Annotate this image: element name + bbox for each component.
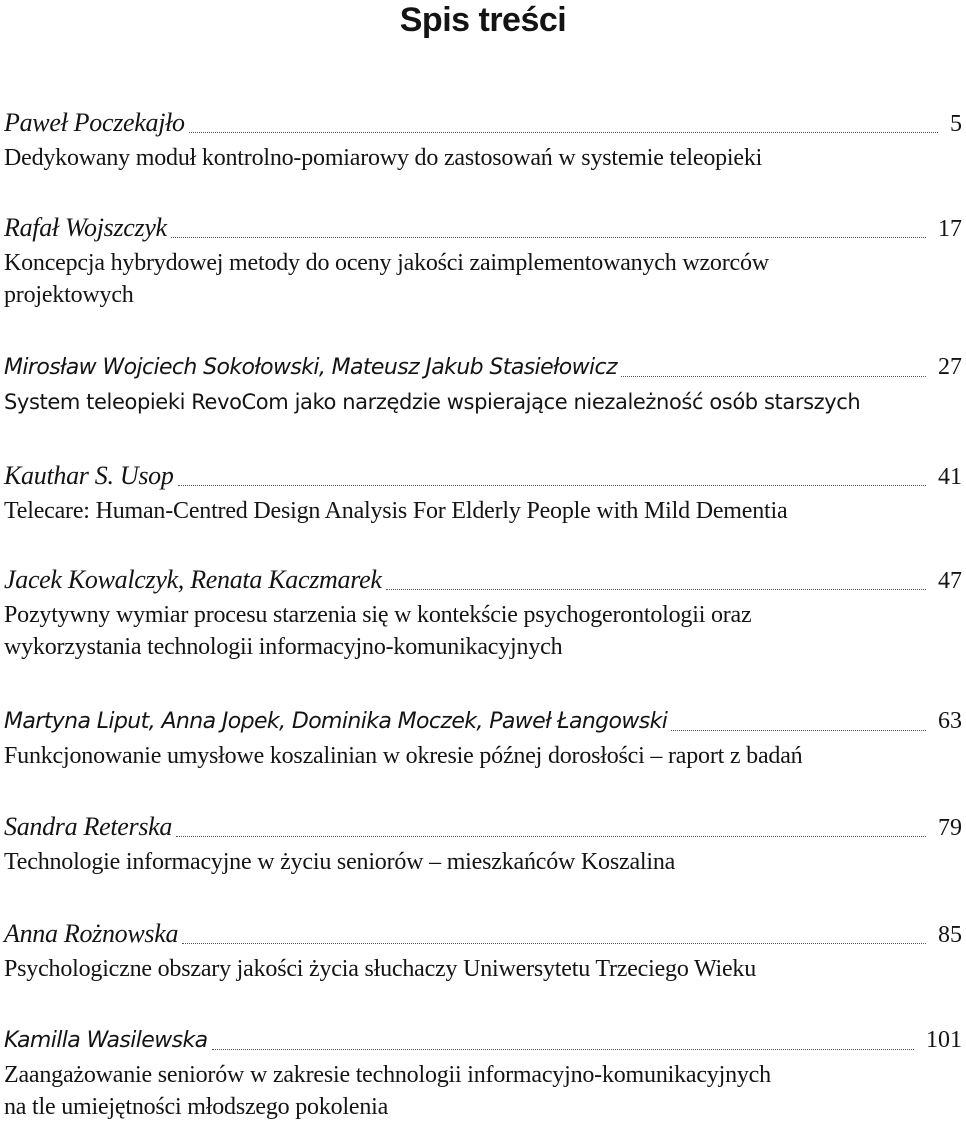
toc-entry [4,106,962,174]
toc-author: Kamilla Wasilewska [4,1028,208,1053]
toc-page-number: 27 [938,354,962,380]
toc-author: Martyna Liput, Anna Jopek, Dominika Moczek, Paweł Łangowski [4,709,668,734]
toc-author: Jacek Kowalczyk, Renata Kaczmarek [4,565,382,594]
toc-work-title [4,495,962,527]
page-title: Spis treści [399,1,567,39]
toc-work-title [4,953,962,985]
toc-work-title [4,740,962,772]
dot-leader [621,375,926,377]
toc-work-title-line: Zaangażowanie seniorów w zakresie technologii informacyjno-komunikacyjnych [4,1062,771,1088]
toc-entry [4,704,962,772]
toc-page-number: 17 [938,216,962,242]
toc-work-title [4,599,962,663]
dot-leader [189,131,938,133]
dot-leader [171,236,926,238]
toc-author-line [4,106,962,140]
toc-work-title [4,247,962,311]
dot-leader [212,1048,915,1050]
toc-author-line [4,563,962,597]
toc-author: Kauthar S. Usop [4,461,174,490]
toc-work-title [4,142,962,174]
toc-page-number: 5 [950,111,962,137]
toc-work-title [4,846,962,878]
toc-work-title-line: Psychologiczne obszary jakości życia słuchaczy Uniwersytetu Trzeciego Wieku [4,956,757,982]
toc-author-line [4,350,962,384]
toc-work-title-line: System teleopieki RevoCom jako narzędzie wspierające niezależność osób starszych [4,390,861,414]
toc-author-line [4,704,962,738]
toc-author-line [4,810,962,844]
toc-page-number: 85 [938,922,962,948]
toc-entry [4,459,962,527]
toc-author: Anna Rożnowska [4,919,179,948]
toc-entry [4,1023,962,1123]
dot-leader [178,484,926,486]
toc-author-line [4,917,962,951]
toc-page-number: 101 [926,1027,962,1053]
toc-entry [4,350,962,418]
toc-work-title-line: Pozytywny wymiar procesu starzenia się w kontekście psychogerontologii oraz [4,602,752,628]
dot-leader [671,729,926,731]
toc-entry [4,563,962,663]
toc-work-title-line: Funkcjonowanie umysłowe koszalinian w okresie późnej dorosłości – raport z badań [4,743,803,769]
dot-leader [386,588,926,590]
toc-entry [4,211,962,311]
toc-author: Paweł Poczekajło [4,108,185,137]
toc-author: Rafał Wojszczyk [4,213,167,242]
toc-page-number: 63 [938,708,962,734]
toc-author-line [4,211,962,245]
toc-work-title-line: Telecare: Human-Centred Design Analysis For Elderly People with Mild Dementia [4,498,788,524]
toc-author-line [4,459,962,493]
toc-entry [4,810,962,878]
toc-entry [4,917,962,985]
toc-author-line [4,1023,962,1057]
toc-work-title-line: Koncepcja hybrydowej metody do oceny jakości zaimplementowanych wzorców [4,250,769,276]
toc-author: Mirosław Wojciech Sokołowski, Mateusz Jakub Stasiełowicz [4,355,617,380]
toc-author: Sandra Reterska [4,812,173,841]
dot-leader [176,835,926,837]
dot-leader [182,942,926,944]
toc-work-title-line: wykorzystania technologii informacyjno-komunikacyjnych [4,634,563,660]
toc-work-title [4,386,962,418]
toc-page-number: 41 [938,464,962,490]
toc-page-number: 47 [938,568,962,594]
toc-work-title-line: projektowych [4,282,134,308]
toc-page-number: 79 [938,815,962,841]
toc-work-title-line: Technologie informacyjne w życiu seniorów – mieszkańców Koszalina [4,849,676,875]
toc-work-title [4,1059,962,1123]
toc-work-title-line: na tle umiejętności młodszego pokolenia [4,1094,389,1120]
toc-work-title-line: Dedykowany moduł kontrolno-pomiarowy do zastosowań w systemie teleopieki [4,145,763,171]
